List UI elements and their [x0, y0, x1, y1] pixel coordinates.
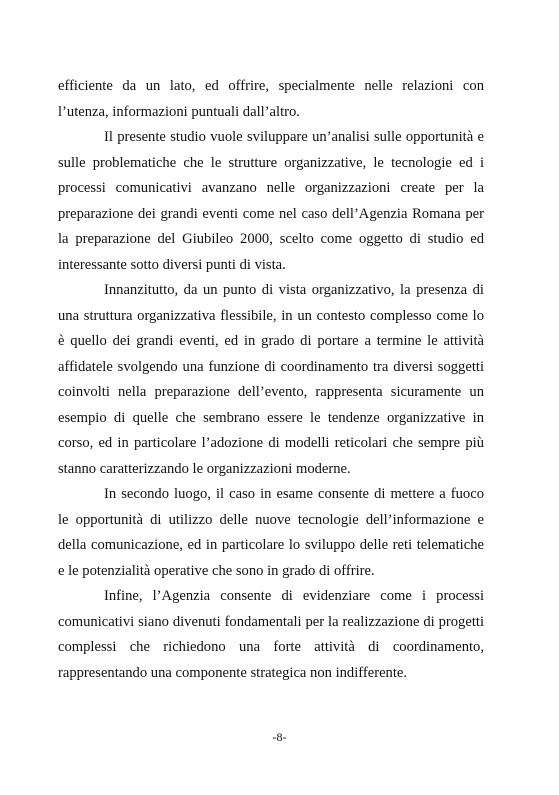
text-line: efficiente da un lato, ed offrire, specialmente nelle relazioni con — [58, 78, 484, 94]
text-line: sulle problematiche che le strutture organizzative, le tecnologie ed i — [58, 154, 484, 171]
text-line: l’utenza, informazioni puntuali dall’altro. — [58, 103, 300, 120]
text-line: Il presente studio vuole sviluppare un’analisi sulle opportunità e — [104, 129, 484, 145]
text-line: della comunicazione, ed in particolare lo sviluppo delle reti telematiche — [58, 537, 484, 553]
paragraph-organizational-view — [58, 278, 484, 482]
page-number: -8- — [272, 730, 287, 744]
text-line: preparazione dei grandi eventi come nel caso dell’Agenzia Romana per — [58, 205, 484, 222]
text-line: corso, ed in particolare l’adozione di modelli reticolari che sempre più — [58, 435, 484, 451]
paragraph-technology-view — [58, 482, 484, 584]
text-line: coinvolti nella preparazione dell’evento, rappresenta sicuramente un — [58, 384, 484, 400]
text-line: processi comunicativi avanzano nelle organizzazioni create per la — [58, 180, 484, 196]
text-line: e le potenzialità operative che sono in grado di offrire. — [58, 562, 375, 579]
text-line: interessante sotto diversi punti di vista. — [58, 256, 286, 273]
text-line: comunicativi siano divenuti fondamentali per la realizzazione di progetti — [58, 613, 484, 630]
text-line: la preparazione del Giubileo 2000, scelto come oggetto di studio ed — [58, 231, 484, 247]
paragraph-communication-view — [58, 584, 484, 686]
text-line: stanno caratterizzando le organizzazioni moderne. — [58, 460, 351, 477]
text-line: Infine, l’Agenzia consente di evidenziare come i processi — [104, 588, 484, 604]
paragraph-continuation — [58, 74, 484, 125]
document-body — [58, 74, 484, 686]
text-line: una struttura organizzativa flessibile, in un contesto complesso come lo — [58, 307, 484, 324]
text-line: affidatele svolgendo una funzione di coordinamento tra diversi soggetti — [58, 358, 484, 375]
text-line: In secondo luogo, il caso in esame consente di mettere a fuoco — [104, 486, 484, 502]
text-line: esempio di quelle che sembrano essere le tendenze organizzative in — [58, 409, 484, 426]
text-line: Innanzitutto, da un punto di vista organizzativo, la presenza di — [104, 282, 484, 298]
text-line: rappresentando una componente strategica non indifferente. — [58, 664, 408, 681]
paragraph-study-purpose — [58, 125, 484, 278]
text-line: è quello dei grandi eventi, ed in grado di portare a termine le attività — [58, 333, 484, 349]
text-line: complessi che richiedono una forte attività di coordinamento, — [58, 639, 484, 655]
text-line: le opportunità di utilizzo delle nuove tecnologie dell’informazione e — [58, 511, 484, 528]
